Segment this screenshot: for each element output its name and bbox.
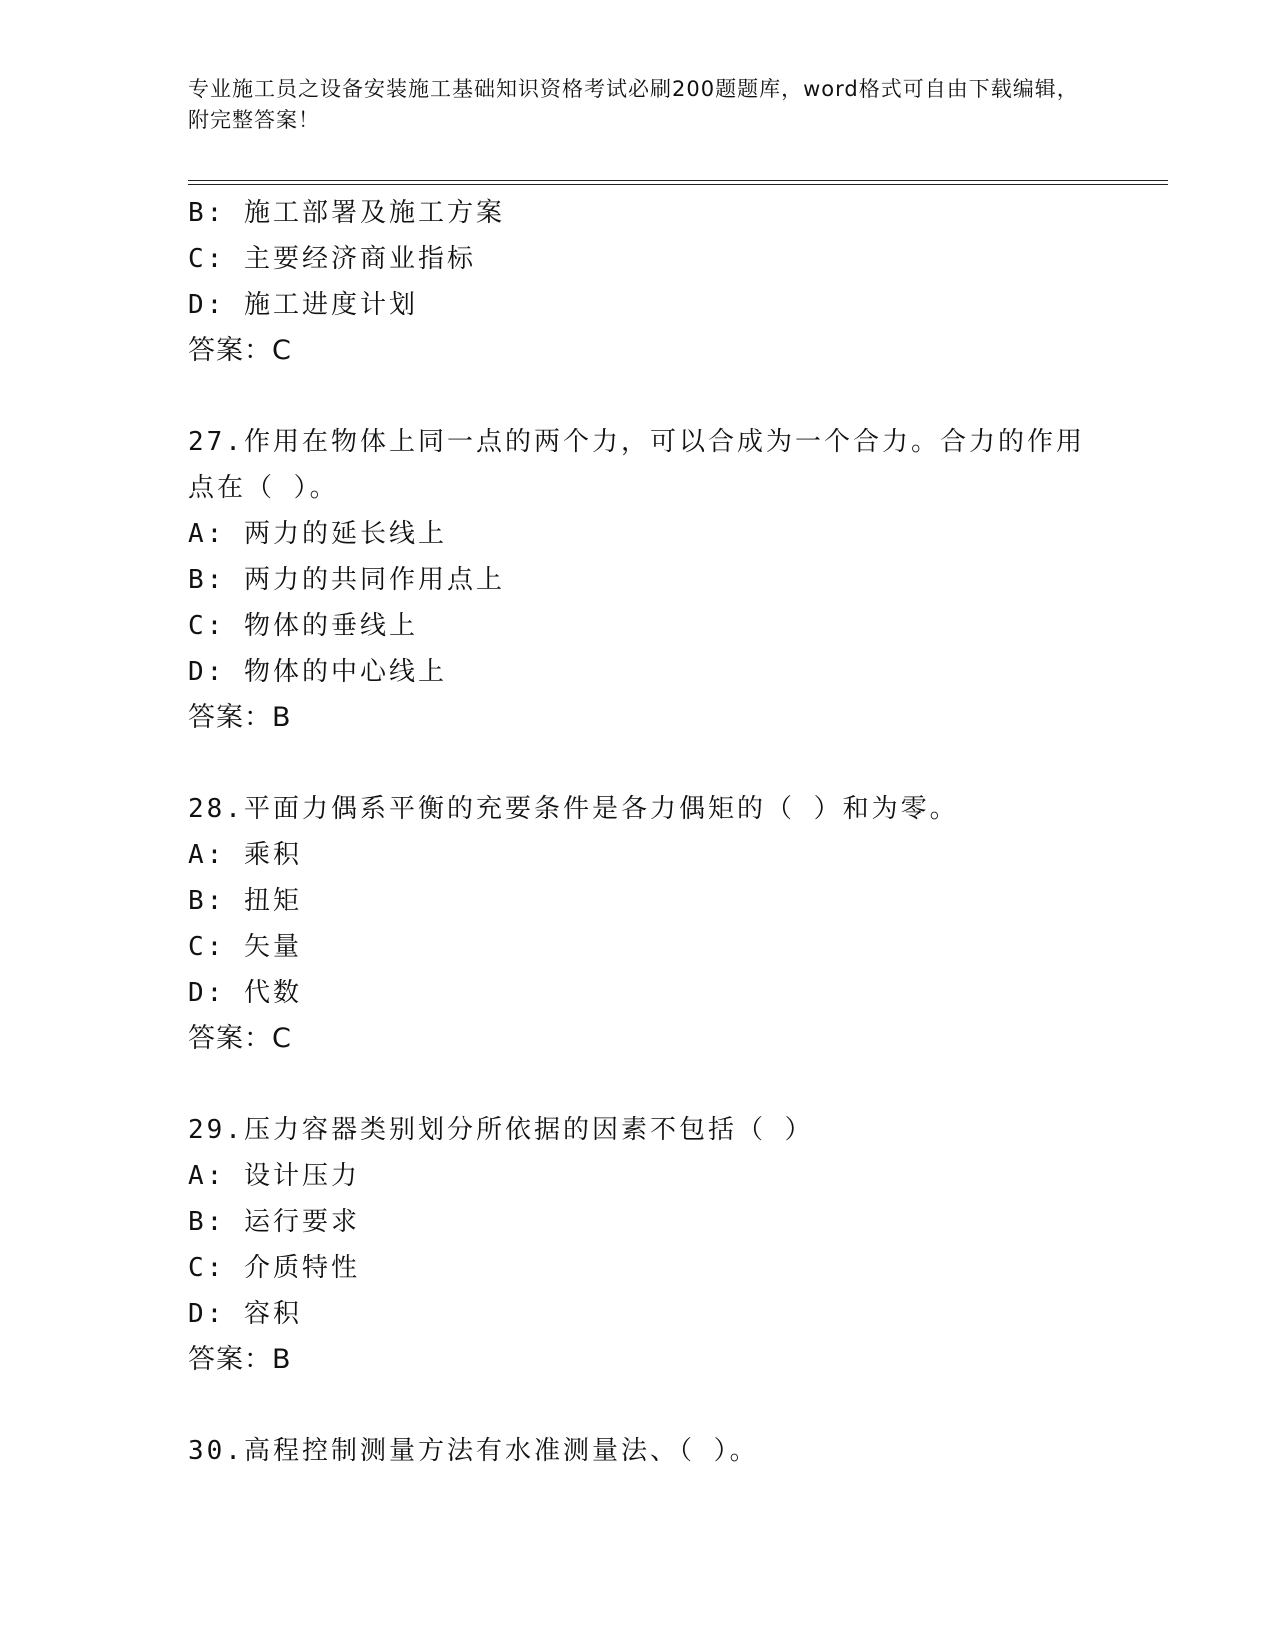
spacer	[188, 1383, 1088, 1428]
question-27	[188, 419, 1088, 741]
question-26-continued	[188, 190, 1088, 374]
option-c: C: 矢量	[188, 932, 302, 962]
option-d: D: 施工进度计划	[188, 290, 418, 320]
option-d: D: 代数	[188, 978, 302, 1008]
option-b: B: 施工部署及施工方案	[188, 198, 505, 228]
option-c: C: 主要经济商业指标	[188, 244, 476, 274]
question-stem: 30.高程控制测量方法有水准测量法、（ ）。	[188, 1436, 759, 1466]
answer: 答案：B	[188, 1344, 292, 1375]
option-a: A: 设计压力	[188, 1161, 360, 1191]
option-d: D: 容积	[188, 1299, 302, 1329]
question-29	[188, 1107, 1088, 1383]
answer: 答案：C	[188, 1023, 292, 1054]
option-c: C: 物体的垂线上	[188, 611, 418, 641]
option-b: B: 两力的共同作用点上	[188, 565, 505, 595]
question-stem: 28.平面力偶系平衡的充要条件是各力偶矩的（ ）和为零。	[188, 794, 959, 824]
spacer	[188, 741, 1088, 786]
spacer	[188, 1062, 1088, 1107]
question-stem-continued: 点在（ ）。	[188, 473, 339, 503]
answer: 答案：C	[188, 335, 292, 366]
option-c: C: 介质特性	[188, 1253, 360, 1283]
question-content	[188, 190, 1088, 1474]
header-rule-top	[188, 180, 1168, 181]
spacer	[188, 374, 1088, 419]
question-stem: 27.作用在物体上同一点的两个力，可以合成为一个合力。合力的作用	[188, 427, 1085, 457]
option-a: A: 乘积	[188, 840, 302, 870]
answer: 答案：B	[188, 702, 292, 733]
option-b: B: 扭矩	[188, 886, 302, 916]
header-rule-bottom	[188, 184, 1168, 185]
option-b: B: 运行要求	[188, 1207, 360, 1237]
option-a: A: 两力的延长线上	[188, 519, 447, 549]
question-30	[188, 1428, 1088, 1474]
question-stem: 29.压力容器类别划分所依据的因素不包括（ ）	[188, 1115, 814, 1145]
option-d: D: 物体的中心线上	[188, 657, 447, 687]
document-header: 专业施工员之设备安装施工基础知识资格考试必刷200题题库，word格式可自由下载编辑，附完整答案！	[188, 77, 1079, 132]
question-28	[188, 786, 1088, 1062]
